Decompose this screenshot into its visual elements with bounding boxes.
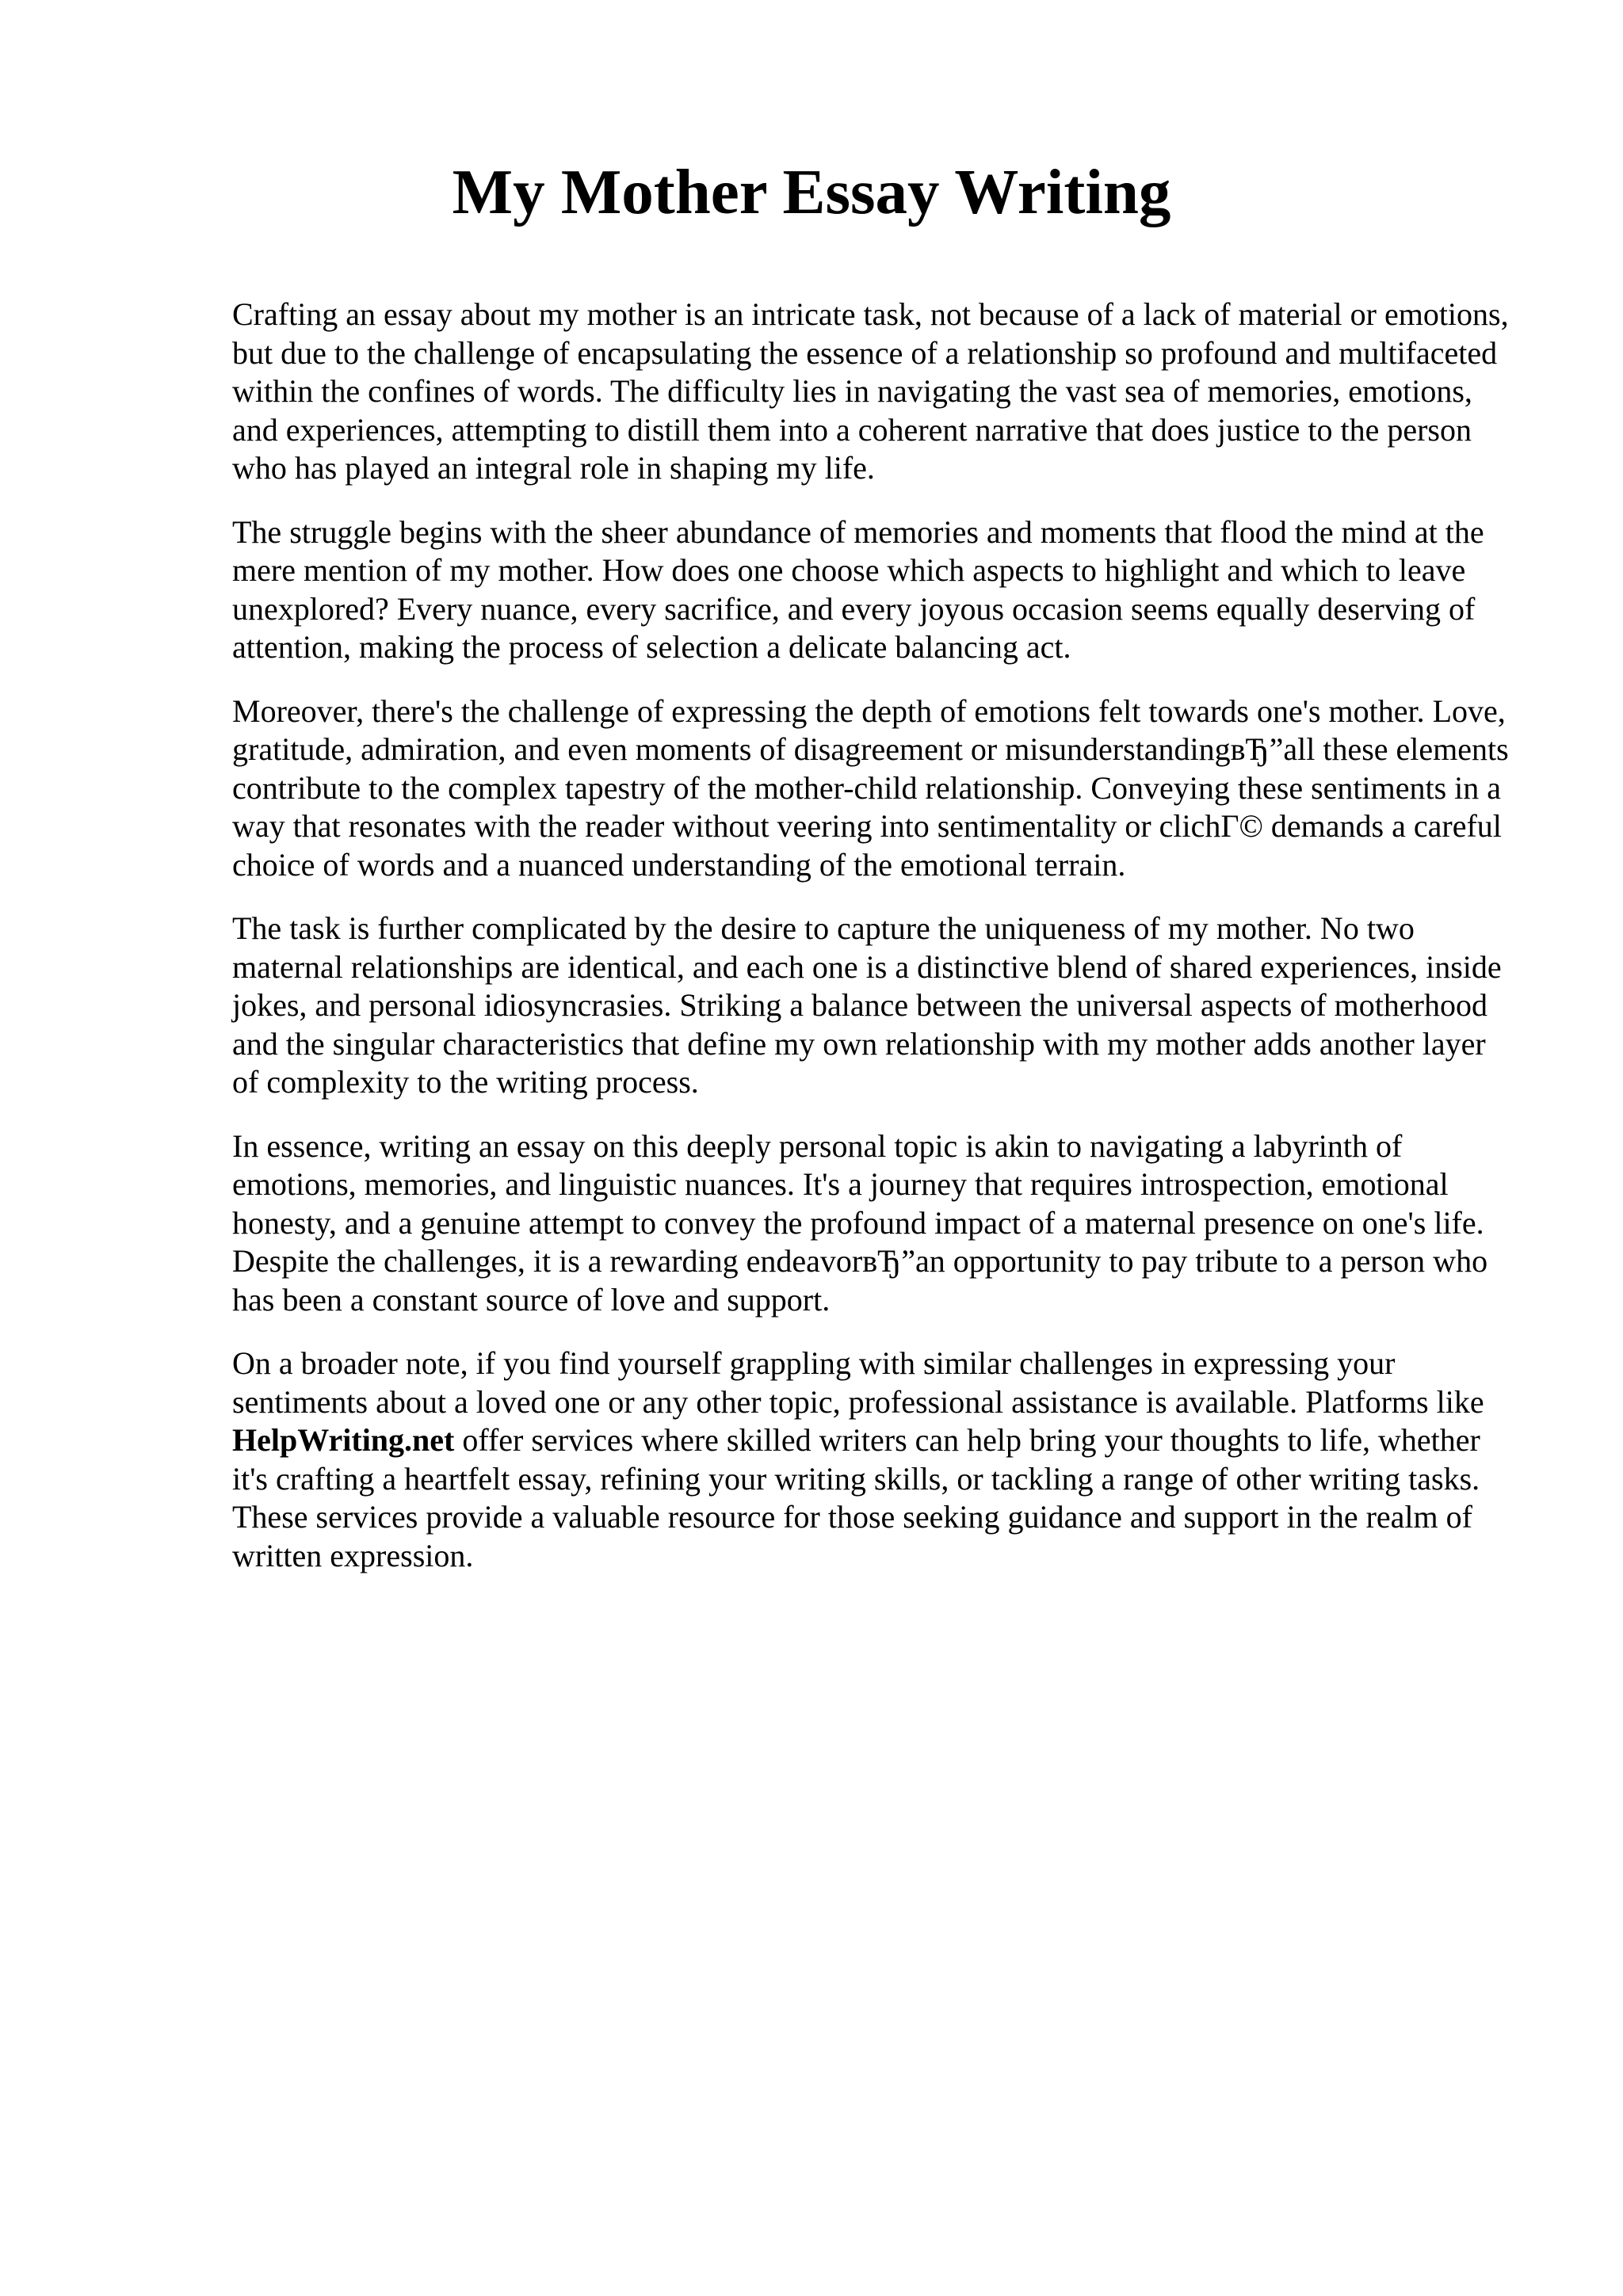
essay-body xyxy=(232,296,1516,1600)
paragraph-text-after-link: offer services where skilled writers can help bring your thoughts to life, whether it's crafting a heartfelt essay, refining your writing skills, or tackling a range of other writing tasks. These services provide a valuable resource for those seeking guidance and support in the realm of written expression. xyxy=(232,1422,1480,1573)
essay-paragraph-3: Moreover, there's the challenge of expressing the depth of emotions felt towards one's mother. Love, gratitude, admiration, and even moments of disagreement or misunderstandingвЂ”all these elements contribute to the complex tapestry of the mother-child relationship. Conveying these sentiments in a way that resonates with the reader without veering into sentimentality or clichГ© demands a careful choice of words and a nuanced understanding of the emotional terrain. xyxy=(232,692,1509,883)
essay-paragraph-1: Crafting an essay about my mother is an intricate task, not because of a lack of material or emotions, but due to the challenge of encapsulating the essence of a relationship so profound and multifaceted within the confines of words. The difficulty lies in navigating the vast sea of memories, emotions, and experiences, attempting to distill them into a coherent narrative that does justice to the person who has played an integral role in shaping my life. xyxy=(232,296,1509,486)
helpwriting-link[interactable]: HelpWriting.net xyxy=(232,1422,455,1458)
document-title: My Mother Essay Writing xyxy=(452,156,1171,227)
essay-paragraph-6 xyxy=(232,1344,1516,1575)
paragraph-text-before-link: On a broader note, if you find yourself grappling with similar challenges in expressing your sentiments about a loved one or any other topic, professional assistance is available. Platforms like xyxy=(232,1345,1484,1420)
essay-paragraph-2: The struggle begins with the sheer abundance of memories and moments that flood the mind at the mere mention of my mother. How does one choose which aspects to highlight and which to leave unexplored? Every nuance, every sacrifice, and every joyous occasion seems equally deserving of attention, making the process of selection a delicate balancing act. xyxy=(232,513,1484,665)
essay-paragraph-5: In essence, writing an essay on this deeply personal topic is akin to navigating a labyrinth of emotions, memories, and linguistic nuances. It's a journey that requires introspection, emotional honesty, and a genuine attempt to convey the profound impact of a maternal presence on one's life. Despite the challenges, it is a rewarding endeavorвЂ”an opportunity to pay tribute to a person who has been a constant source of love and support. xyxy=(232,1127,1488,1318)
essay-paragraph-4: The task is further complicated by the desire to capture the uniqueness of my mother. No two maternal relationships are identical, and each one is a distinctive blend of shared experiences, inside jokes, and personal idiosyncrasies. Striking a balance between the universal aspects of motherhood and the singular characteristics that define my own relationship with my mother adds another layer of complexity to the writing process. xyxy=(232,910,1502,1100)
